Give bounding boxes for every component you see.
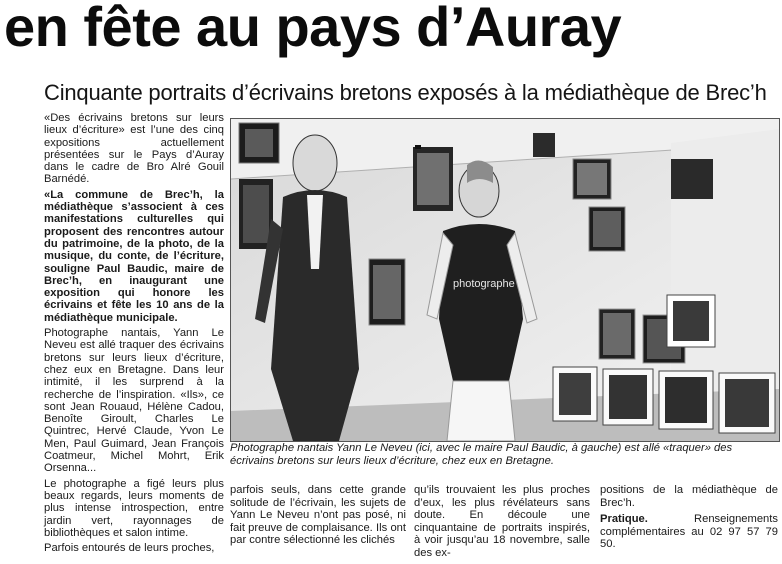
article-photo	[230, 118, 780, 442]
shirt-text: photographe	[453, 278, 515, 290]
practical-label: Pratique.	[600, 513, 648, 526]
practical-info	[600, 513, 778, 551]
article-column-1	[44, 112, 224, 557]
photo-illustration	[231, 119, 779, 441]
subheadline: Cinquante portraits d’écrivains bretons exposés à la médiathèque de Brec’h	[44, 80, 767, 105]
paragraph: Le photographe a figé leurs plus beaux regards, leurs moments de plus intense introspection, entre jardin vert, rayonnages de bibliothèques et salon intime.	[44, 477, 224, 539]
practical-text: Renseignements complémentaires au 02 97 57 79 50.	[600, 513, 778, 551]
paragraph-lead-quote: «La commune de Brec’h, la médiathèque s’associent à ces manifestations culturelles qui proposent des rencontres autour du patrimoine, de la photo, de la musique, du conte, de l’écriture, souligne Paul Baudic, maire de Brec’h, en inaugurant une exposition qui honore les écrivains et fête les 10 ans de la médiathèque municipale.	[44, 188, 224, 324]
paragraph: «Des écrivains bretons sur leurs lieux d’écriture» est l’une des cinq expositions actuellement présentées sur le Pays d’Auray dans le cadre de Bro Alré Gouil Barnédé.	[44, 112, 224, 186]
paragraph: Parfois entourés de leurs proches,	[44, 542, 215, 555]
paragraph: parfois seuls, dans cette grande solitude de l’écrivain, les sujets de Yann Le Neveu n’ont pas posé, ni fait preuve de complaisance. Ils ont par contre sélectionné les clichés	[230, 484, 406, 547]
photo-caption: Photographe nantais Yann Le Neveu (ici, avec le maire Paul Baudic, à gauche) est allé «traquer» des écrivains bretons sur leurs lieux d’écriture, chez eux en Bretagne.	[230, 442, 733, 467]
article-column-4	[600, 484, 778, 555]
article-column-3	[414, 484, 590, 564]
headline: en fête au pays d’Auray	[4, 0, 622, 58]
paragraph: positions de la médiathèque de Brec’h.	[600, 484, 778, 509]
article-column-2	[230, 484, 406, 551]
paragraph: Photographe nantais, Yann Le Neveu est allé traquer des écrivains bretons sur leurs lieux d’écriture, chez eux en Bretagne. Dans leur intimité, il les surprend à la recherche de l’inspiration. «Ils», ce sont Jean Rouaud, Hélène Cadou, Benoîte Giroult, Charles Le Quintrec, Hervé Claude, Yvon Le Men, Paul Guimard, Jean François Coatmeur, Michel Mohrt, Erik Orsenna...	[44, 327, 224, 475]
paragraph: qu’ils trouvaient les plus proches d’eux, les plus révélateurs sans doute. En découle une cinquantaine de portraits inspirés, à voir jusqu’au 18 novembre, salle des ex-	[414, 484, 590, 559]
